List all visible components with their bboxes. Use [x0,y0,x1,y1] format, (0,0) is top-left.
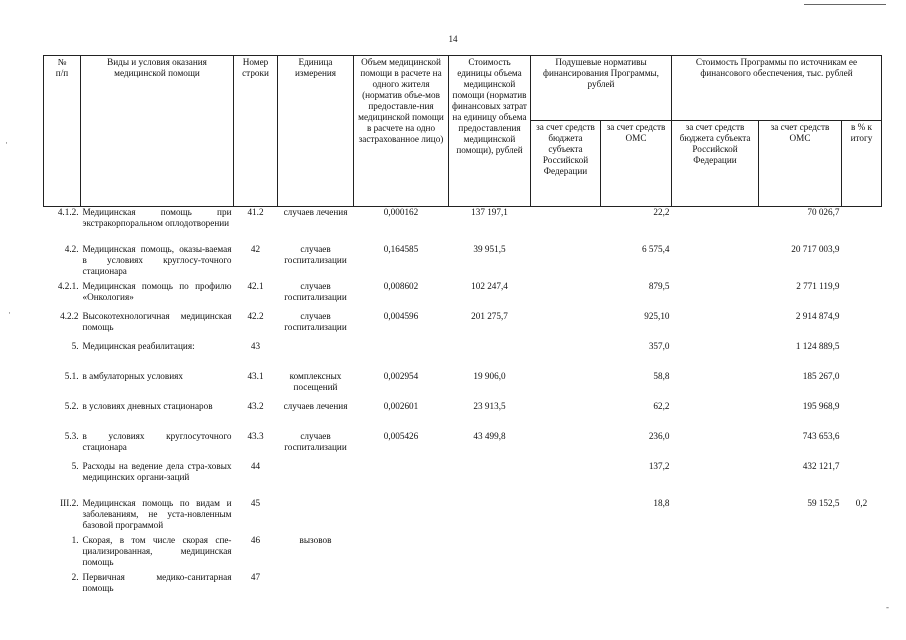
top-rule [804,4,886,5]
cell-total-oms: 195 968,9 [802,401,840,411]
table-body [44,207,882,610]
cell-total-budget [672,461,759,498]
cell-percap-budget [531,207,601,245]
cell-total-oms [759,535,842,572]
cell-pct [842,341,882,371]
cell-pct [842,572,882,609]
col-header-num: № п/п [44,56,81,207]
cell-unit [278,461,354,498]
cell-unit [278,572,354,609]
col-header-volume: Объем медицинской помощи в расчете на одного жителя (норматив объе-мов предоставле-ния медицинской помощи в расчете на одно застрахованное лицо) [354,56,449,207]
cell-unit [278,341,354,371]
col-header-total: Стоимость Программы по источникам ее финансового обеспечения, тыс. рублей [672,56,882,121]
col-header-unit: Единица измерения [278,56,354,207]
cell-pct [842,311,882,341]
cell-unit: случаев лечения [283,207,348,217]
cell-cost: 137 197,1 [471,207,508,217]
cell-percap-oms: 236,0 [648,431,670,441]
cell-volume [354,461,449,498]
cell-name: Высокотехнологичная медицинская помощь [82,311,232,332]
table-row [44,461,882,498]
cell-cost [449,341,531,371]
cell-unit: случаев госпитализации [284,244,347,265]
cell-pct [842,281,882,311]
page-number: 14 [448,34,458,44]
col-header-cost: Стоимость единицы объема медицинской помощи (норматив финансовых затрат на единицу объема предоставления медицинской помощи), рублей [449,56,531,207]
cell-num: III.2. [60,498,79,508]
scan-mark: · [8,308,11,318]
cell-percap-budget [531,341,601,371]
cell-cost: 23 913,5 [473,401,506,411]
cell-percap-budget [531,244,601,281]
cell-total-oms: 20 717 003,9 [791,244,840,254]
col-header-kinds: Виды и условия оказания медицинской помощи [81,56,234,207]
cell-volume: 0,004596 [383,311,419,321]
cell-num: 5.3. [64,431,79,441]
col-header-percap: Подушевые нормативы финансирования Программы, рублей [531,56,672,121]
cell-num: 1. [71,535,79,545]
cell-num: 5.1. [64,371,79,381]
col-header-percap-budget: за счет средств бюджета субъекта Российской Федерации [531,121,601,207]
cell-percap-oms: 18,8 [653,498,670,508]
cell-num: 2. [71,572,79,582]
cell-total-oms: 432 121,7 [802,461,840,471]
cell-total-oms: 2 914 874,9 [795,311,840,321]
table-row [44,371,882,401]
cell-total-budget [672,341,759,371]
cell-volume [354,498,449,535]
cell-cost [449,535,531,572]
cell-cost: 201 275,7 [471,311,508,321]
table-row [44,535,882,572]
cell-line: 45 [250,498,261,508]
cell-percap-oms: 137,2 [648,461,670,471]
cell-unit: комплексных посещений [289,371,342,392]
table-row [44,207,882,245]
cell-cost: 19 906,0 [473,371,506,381]
cell-total-budget [672,572,759,609]
cell-total-oms: 2 771 119,9 [796,281,840,291]
cell-volume [354,535,449,572]
cell-num: 5.2. [64,401,79,411]
cell-name: Расходы на ведение дела стра-ховых медицинских органи-заций [82,461,232,482]
cell-percap-oms: 58,8 [653,371,670,381]
cell-percap-budget [531,281,601,311]
col-header-total-pct: в % к итогу [842,121,882,207]
col-header-percap-oms: за счет средств ОМС [601,121,672,207]
col-header-total-budget: за счет средств бюджета субъекта Российской Федерации [672,121,759,207]
cell-unit: случаев госпитализации [284,311,347,332]
cell-name: Первичная медико-санитарная помощь [82,572,232,593]
cell-line: 47 [250,572,261,582]
cell-line: 44 [250,461,261,471]
cell-total-budget [672,244,759,281]
cell-percap-budget [531,311,601,341]
table-row [44,311,882,341]
col-header-total-oms: за счет средств ОМС [759,121,842,207]
cell-pct [842,401,882,431]
cell-unit [278,498,354,535]
cell-line: 46 [250,535,261,545]
cell-name: Медицинская реабилитация: [82,341,195,351]
cell-line: 43.2 [247,401,264,411]
table-row [44,498,882,535]
cell-cost [449,498,531,535]
cell-total-oms: 1 124 889,5 [795,341,840,351]
cell-total-budget [672,207,759,245]
cell-percap-oms: 22,2 [653,207,670,217]
cell-percap-oms [601,572,672,609]
cell-percap-oms: 6 575,4 [641,244,670,254]
cell-volume [354,572,449,609]
cell-line: 43.1 [247,371,264,381]
cell-percap-oms [601,535,672,572]
cell-line: 43 [250,341,261,351]
cell-percap-budget [531,431,601,461]
cell-cost [449,461,531,498]
cell-volume: 0,164585 [383,244,419,254]
cell-total-budget [672,498,759,535]
table-row [44,431,882,461]
cell-name: Медицинская помощь, оказы-ваемая в условиях круглосу-точного стационара [82,244,232,276]
cell-unit: случаев госпитализации [284,431,347,452]
cell-name: в условиях дневных стационаров [82,401,213,411]
table-row [44,244,882,281]
cell-percap-oms: 357,0 [648,341,670,351]
cell-pct [842,371,882,401]
cell-line: 42.1 [247,281,264,291]
cell-cost: 102 247,4 [471,281,508,291]
col-header-line: Номер строки [234,56,278,207]
scan-mark: - [886,602,889,612]
cell-volume: 0,002954 [383,371,419,381]
cell-total-budget [672,431,759,461]
cell-volume [354,341,449,371]
scan-mark: · [5,138,8,148]
cell-volume: 0,000162 [383,207,419,217]
cell-percap-budget [531,535,601,572]
cell-name: Скорая, в том числе скорая спе-циализированная, медицинская помощь [82,535,232,567]
cell-num: 4.1.2. [57,207,79,217]
cell-total-oms: 70 026,7 [807,207,840,217]
cell-percap-oms: 62,2 [653,401,670,411]
cell-num: 4.2.1. [57,281,79,291]
cell-percap-budget [531,461,601,498]
cell-percap-oms: 925,10 [644,311,670,321]
cell-line: 42 [250,244,261,254]
cell-percap-budget [531,572,601,609]
cell-pct [842,535,882,572]
cell-total-budget [672,371,759,401]
table-row [44,572,882,609]
cell-name: Медицинская помощь по профилю «Онкология» [82,281,232,302]
cell-pct [842,244,882,281]
cell-line: 42.2 [247,311,264,321]
cell-num: 5. [71,341,79,351]
cell-percap-oms: 879,5 [648,281,670,291]
cell-total-budget [672,401,759,431]
cell-volume: 0,002601 [383,401,419,411]
cell-total-budget [672,535,759,572]
program-table [43,55,882,609]
cell-cost: 39 951,5 [473,244,506,254]
cell-cost [449,572,531,609]
cell-volume: 0,005426 [383,431,419,441]
cell-line: 41.2 [247,207,264,217]
header-row [44,56,882,121]
cell-percap-budget [531,371,601,401]
cell-volume: 0,008602 [383,281,419,291]
cell-unit: вызовов [299,535,332,545]
cell-line: 43.3 [247,431,264,441]
cell-name: в амбулаторных условиях [82,371,183,381]
cell-name: Медицинская помощь при экстракорпоральном оплодотворении [82,207,232,228]
cell-pct [842,207,882,245]
cell-total-oms [759,572,842,609]
cell-total-oms: 743 653,6 [802,431,840,441]
cell-num: 5. [71,461,79,471]
cell-percap-budget [531,498,601,535]
cell-num: 4.2. [64,244,79,254]
table-row [44,341,882,371]
cell-total-budget [672,281,759,311]
table-row [44,281,882,311]
cell-name: в условиях круглосуточного стационара [82,431,232,452]
table-row [44,401,882,431]
cell-num: 4.2.2 [60,311,79,321]
cell-pct [842,461,882,498]
cell-name: Медицинская помощь по видам и заболеваниям, не уста-новленным базовой программой [82,498,232,530]
cell-unit: случаев лечения [283,401,348,411]
cell-unit: случаев госпитализации [284,281,347,302]
cell-total-budget [672,311,759,341]
cell-cost: 43 499,8 [473,431,506,441]
cell-total-oms: 185 267,0 [802,371,840,381]
cell-percap-budget [531,401,601,431]
cell-pct [842,431,882,461]
cell-pct: 0,2 [855,498,868,508]
cell-total-oms: 59 152,5 [807,498,840,508]
